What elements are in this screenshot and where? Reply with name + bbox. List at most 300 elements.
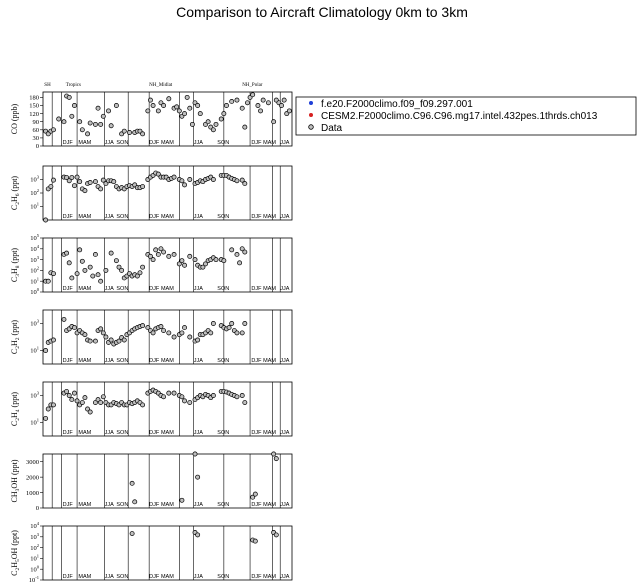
data-point <box>44 218 48 222</box>
data-point <box>180 498 184 502</box>
data-point <box>235 331 239 335</box>
data-point <box>80 400 84 404</box>
data-point <box>109 338 113 342</box>
y-tick-label: 90 <box>32 118 39 126</box>
season-label: MAM <box>263 574 277 580</box>
y-tick-label: $10^2$ <box>30 265 39 275</box>
season-label: MAM <box>263 430 277 436</box>
data-point <box>99 327 103 331</box>
data-point <box>101 114 105 118</box>
season-label: MAM <box>263 140 277 146</box>
season-label: JJA <box>104 502 114 508</box>
season-label: DJF <box>62 140 73 146</box>
region-label: NH_Polar <box>242 83 263 88</box>
data-point <box>235 98 239 102</box>
data-point <box>78 248 82 252</box>
panel-c2h6 <box>10 166 292 222</box>
y-tick-label: $10^1$ <box>30 276 39 286</box>
season-label: MAM <box>160 502 174 508</box>
data-point <box>141 265 145 269</box>
season-label: MAM <box>160 430 174 436</box>
data-point <box>167 331 171 335</box>
data-point <box>167 391 171 395</box>
data-point <box>227 325 231 329</box>
data-point <box>70 276 74 280</box>
data-point <box>93 179 97 183</box>
data-point <box>235 252 239 256</box>
season-label: DJF <box>251 214 262 220</box>
panel-c2h4 <box>10 382 292 436</box>
season-label: DJF <box>251 574 262 580</box>
y-tick-label: $10^0$ <box>30 564 39 574</box>
panel-c2h2 <box>10 310 292 364</box>
data-point <box>141 132 145 136</box>
data-point <box>88 265 92 269</box>
data-point <box>222 259 226 263</box>
y-tick-label: $10^3$ <box>30 174 39 184</box>
data-point <box>182 399 186 403</box>
data-point <box>188 106 192 110</box>
plot-frame <box>43 454 292 508</box>
data-point <box>51 128 55 132</box>
season-label: JJA <box>104 358 114 364</box>
data-point <box>196 338 200 342</box>
data-point <box>188 177 192 181</box>
data-point <box>279 103 283 107</box>
y-tick-label: $10^1$ <box>30 553 39 563</box>
season-label: JJA <box>193 574 203 580</box>
data-point <box>206 120 210 124</box>
data-point <box>172 335 176 339</box>
season-label: JJA <box>104 574 114 580</box>
y-tick-label: 0 <box>35 143 39 151</box>
y-tick-label: 0 <box>35 505 39 513</box>
data-point <box>75 399 79 403</box>
data-point <box>214 122 218 126</box>
data-point <box>272 452 276 456</box>
data-point <box>182 325 186 329</box>
season-label: MAM <box>160 214 174 220</box>
season-label: JJA <box>280 358 290 364</box>
y-tick-label: 3000 <box>26 458 39 466</box>
season-label: SON <box>217 430 230 436</box>
data-point <box>101 331 105 335</box>
data-point <box>109 251 113 255</box>
data-point <box>99 279 103 283</box>
data-point <box>272 120 276 124</box>
season-label: DJF <box>149 140 160 146</box>
data-point <box>235 179 239 183</box>
data-point <box>75 272 79 276</box>
data-point <box>83 395 87 399</box>
data-point <box>256 103 260 107</box>
season-label: MAM <box>160 140 174 146</box>
season-label: SON <box>217 286 230 292</box>
data-point <box>70 397 74 401</box>
data-point <box>161 395 165 399</box>
y-tick-label: $10^2$ <box>30 542 39 552</box>
data-point <box>133 500 137 504</box>
data-point <box>196 533 200 537</box>
data-point <box>182 183 186 187</box>
region-label: Tropics <box>65 83 81 88</box>
season-label: MAM <box>160 358 174 364</box>
y-axis-label: $C_2H_4$ (ppt) <box>10 391 21 427</box>
data-point <box>62 317 66 321</box>
legend <box>296 97 636 135</box>
y-tick-label: 180 <box>29 94 39 102</box>
data-point <box>51 178 55 182</box>
season-label: JJA <box>280 430 290 436</box>
season-label: DJF <box>251 502 262 508</box>
data-point <box>209 331 213 335</box>
data-point <box>80 259 84 263</box>
data-point <box>193 452 197 456</box>
data-point <box>177 109 181 113</box>
data-point <box>99 122 103 126</box>
data-point <box>106 109 110 113</box>
season-label: SON <box>116 286 129 292</box>
data-point <box>67 393 71 397</box>
data-point <box>72 184 76 188</box>
data-point <box>67 95 71 99</box>
legend-label-data: Data <box>321 123 343 134</box>
data-point <box>282 98 286 102</box>
panels <box>10 83 292 584</box>
data-point <box>88 410 92 414</box>
data-point <box>230 248 234 252</box>
figure-title: Comparison to Aircraft Climatology 0km to 3km <box>176 4 468 20</box>
data-point <box>141 184 145 188</box>
season-label: DJF <box>251 358 262 364</box>
data-point <box>64 251 68 255</box>
data-point <box>274 533 278 537</box>
legend-label-model1: f.e20.F2000climo.f09_f09.297.001 <box>321 99 473 110</box>
data-point <box>180 259 184 263</box>
y-tick-label: 120 <box>29 110 39 118</box>
season-label: JJA <box>193 358 203 364</box>
season-label: MAM <box>78 430 92 436</box>
data-point <box>93 122 97 126</box>
data-point <box>46 279 50 283</box>
data-point <box>141 323 145 327</box>
data-point <box>266 101 270 105</box>
data-point <box>161 250 165 254</box>
y-tick-label: $10^3$ <box>30 532 39 541</box>
data-point <box>51 338 55 342</box>
data-point <box>172 175 176 179</box>
season-label: SON <box>217 358 230 364</box>
data-point <box>151 258 155 262</box>
data-point <box>182 263 186 267</box>
panel-ch3oh <box>10 452 292 512</box>
data-point <box>130 481 134 485</box>
data-point <box>245 101 249 105</box>
season-label: MAM <box>263 502 277 508</box>
data-point <box>214 258 218 262</box>
data-point <box>180 179 184 183</box>
data-point <box>151 331 155 335</box>
data-point <box>274 457 278 461</box>
data-point <box>172 391 176 395</box>
data-point <box>96 273 100 277</box>
data-point <box>237 261 241 265</box>
y-axis-label: $C_2H_5OH$ (ppt) <box>10 530 21 576</box>
plot-frame <box>43 166 292 220</box>
data-point <box>83 189 87 193</box>
legend-marker-model2 <box>309 113 313 117</box>
data-point <box>114 259 118 263</box>
data-point <box>159 324 163 328</box>
y-tick-label: $10^2$ <box>30 188 39 198</box>
season-label: DJF <box>149 574 160 580</box>
data-point <box>112 179 116 183</box>
season-label: SON <box>116 430 129 436</box>
data-point <box>51 272 55 276</box>
season-label: JJA <box>280 214 290 220</box>
data-point <box>99 400 103 404</box>
data-point <box>70 175 74 179</box>
season-label: SON <box>116 574 129 580</box>
data-point <box>222 112 226 116</box>
season-label: DJF <box>62 430 73 436</box>
season-label: SON <box>217 214 230 220</box>
y-tick-label: $10^5$ <box>30 233 39 243</box>
season-label: MAM <box>78 140 92 146</box>
y-tick-label: 1000 <box>26 489 39 497</box>
data-point <box>88 121 92 125</box>
season-label: MAM <box>78 574 92 580</box>
data-point <box>196 475 200 479</box>
data-point <box>80 128 84 132</box>
y-tick-label: 150 <box>29 102 39 110</box>
data-point <box>243 400 247 404</box>
y-axis-label: $C_3H_8$ (ppt) <box>10 247 21 283</box>
data-point <box>148 98 152 102</box>
season-label: SON <box>217 574 230 580</box>
y-tick-label: $10^1$ <box>30 345 39 355</box>
data-point <box>146 109 150 113</box>
season-label: DJF <box>149 358 160 364</box>
data-point <box>154 248 158 252</box>
panel-co <box>10 83 292 150</box>
season-label: DJF <box>62 214 73 220</box>
season-label: SON <box>116 140 129 146</box>
data-point <box>172 252 176 256</box>
y-axis-label: CO (ppb) <box>10 103 19 135</box>
panel-c3h8 <box>10 233 292 296</box>
season-label: DJF <box>149 502 160 508</box>
data-point <box>104 268 108 272</box>
data-point <box>188 400 192 404</box>
data-point <box>185 95 189 99</box>
y-axis-label: $C_2H_2$ (ppt) <box>10 319 21 355</box>
y-tick-label: $10^{-1}$ <box>28 575 39 585</box>
y-axis-label: $CH_3OH$ (ppt) <box>10 459 21 503</box>
data-point <box>240 106 244 110</box>
season-label: SON <box>116 358 129 364</box>
season-label: JJA <box>104 214 114 220</box>
data-point <box>51 403 55 407</box>
season-label: SON <box>217 502 230 508</box>
data-point <box>138 271 142 275</box>
data-point <box>258 109 262 113</box>
y-tick-label: $10^4$ <box>30 244 39 253</box>
data-point <box>114 103 118 107</box>
season-label: JJA <box>193 286 203 292</box>
season-label: JJA <box>193 214 203 220</box>
legend-label-model2: CESM2.F2000climo.C96.C96.mg17.intel.432pes.1thrds.ch013 <box>321 111 598 122</box>
season-label: JJA <box>104 430 114 436</box>
season-label: DJF <box>62 358 73 364</box>
data-point <box>91 274 95 278</box>
data-point <box>188 254 192 258</box>
data-point <box>120 268 124 272</box>
data-point <box>141 403 145 407</box>
data-point <box>49 184 53 188</box>
data-point <box>83 333 87 337</box>
season-label: JJA <box>280 140 290 146</box>
data-point <box>243 125 247 129</box>
y-tick-label: 2000 <box>26 474 39 482</box>
season-label: DJF <box>251 286 262 292</box>
y-tick-label: $10^0$ <box>30 287 39 297</box>
data-point <box>64 389 68 393</box>
data-point <box>193 258 197 262</box>
season-label: DJF <box>62 502 73 508</box>
y-axis-label: $C_2H_6$ (ppt) <box>10 175 21 211</box>
plot-frame <box>43 238 292 292</box>
region-label: SH <box>44 83 51 88</box>
y-tick-label: $10^1$ <box>30 201 39 211</box>
season-label: JJA <box>104 286 114 292</box>
data-point <box>130 531 134 535</box>
data-point <box>57 117 61 121</box>
data-point <box>104 335 108 339</box>
season-label: MAM <box>160 286 174 292</box>
data-point <box>78 179 82 183</box>
y-tick-label: $10^4$ <box>30 521 39 531</box>
data-point <box>230 321 234 325</box>
data-point <box>78 120 82 124</box>
season-label: MAM <box>263 214 277 220</box>
data-point <box>44 416 48 420</box>
data-point <box>190 122 194 126</box>
data-point <box>127 130 131 134</box>
plot-frame <box>43 310 292 364</box>
data-point <box>72 391 76 395</box>
data-point <box>72 325 76 329</box>
data-point <box>161 328 165 332</box>
data-point <box>230 99 234 103</box>
data-point <box>198 112 202 116</box>
season-label: JJA <box>280 574 290 580</box>
data-point <box>219 117 223 121</box>
season-label: SON <box>116 502 129 508</box>
data-point <box>72 103 76 107</box>
data-point <box>196 103 200 107</box>
plot-frame <box>43 382 292 436</box>
panel-c2h5oh <box>10 521 292 584</box>
data-point <box>235 395 239 399</box>
data-point <box>167 97 171 101</box>
data-point <box>88 339 92 343</box>
data-point <box>175 105 179 109</box>
season-label: JJA <box>193 502 203 508</box>
data-point <box>287 109 291 113</box>
season-label: SON <box>116 214 129 220</box>
data-point <box>211 393 215 397</box>
season-label: DJF <box>62 286 73 292</box>
y-tick-label: $10^3$ <box>30 390 39 400</box>
season-label: JJA <box>193 140 203 146</box>
data-point <box>211 177 215 181</box>
data-point <box>240 393 244 397</box>
season-label: DJF <box>149 286 160 292</box>
season-label: MAM <box>78 358 92 364</box>
data-point <box>156 109 160 113</box>
data-point <box>243 250 247 254</box>
legend-marker-data <box>309 125 314 130</box>
data-point <box>70 114 74 118</box>
data-point <box>122 129 126 133</box>
data-point <box>161 103 165 107</box>
data-point <box>182 112 186 116</box>
data-point <box>122 338 126 342</box>
data-point <box>167 254 171 258</box>
y-tick-label: 30 <box>32 135 39 143</box>
data-point <box>251 93 255 97</box>
data-point <box>224 103 228 107</box>
data-point <box>188 335 192 339</box>
data-point <box>46 407 50 411</box>
data-point <box>180 395 184 399</box>
season-label: DJF <box>149 214 160 220</box>
data-point <box>88 180 92 184</box>
season-label: MAM <box>263 358 277 364</box>
data-point <box>243 181 247 185</box>
data-point <box>93 252 97 256</box>
y-tick-label: $10^3$ <box>30 318 39 328</box>
data-point <box>243 321 247 325</box>
data-point <box>253 539 257 543</box>
season-label: MAM <box>78 214 92 220</box>
season-label: MAM <box>78 286 92 292</box>
data-point <box>101 395 105 399</box>
data-point <box>83 268 87 272</box>
data-point <box>240 331 244 335</box>
y-tick-label: $10^3$ <box>30 254 39 264</box>
data-point <box>253 492 257 496</box>
data-point <box>211 128 215 132</box>
data-point <box>211 321 215 325</box>
y-tick-label: 60 <box>32 127 39 134</box>
season-label: DJF <box>251 430 262 436</box>
data-point <box>93 339 97 343</box>
season-label: SON <box>217 140 230 146</box>
season-label: MAM <box>160 574 174 580</box>
data-point <box>67 261 71 265</box>
plot-frame <box>43 526 292 580</box>
data-point <box>96 106 100 110</box>
season-label: MAM <box>263 286 277 292</box>
legend-marker-model1 <box>309 101 313 105</box>
data-point <box>151 103 155 107</box>
data-point <box>85 132 89 136</box>
season-label: JJA <box>193 430 203 436</box>
region-label: NH_Midlat <box>149 83 173 88</box>
data-point <box>44 348 48 352</box>
